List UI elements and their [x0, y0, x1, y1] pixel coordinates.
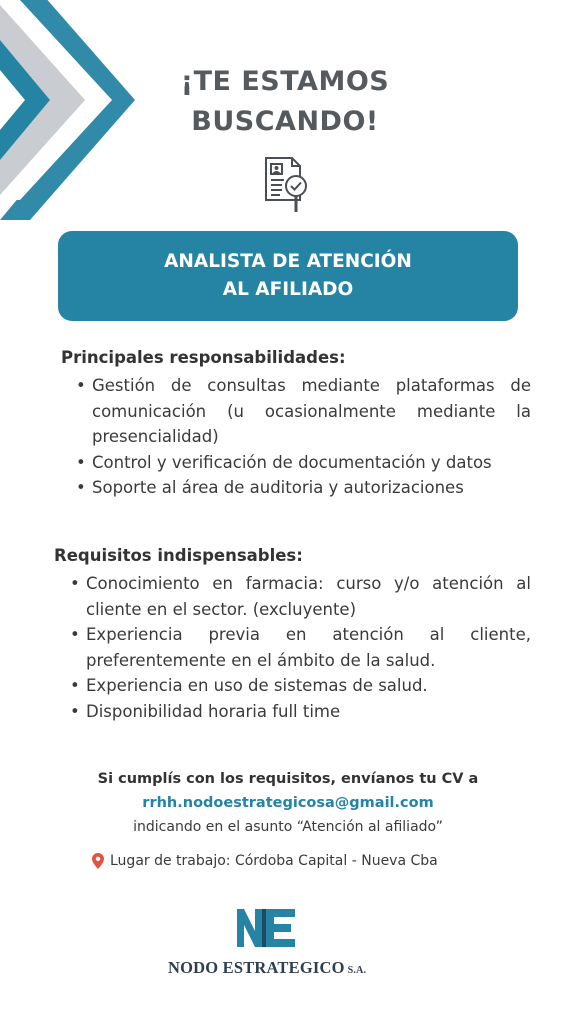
- document-search-icon: [262, 156, 316, 216]
- company-name: NODO ESTRATEGICO: [168, 958, 345, 977]
- headline-line-2: BUSCANDO!: [191, 106, 379, 137]
- list-item: • Disponibilidad horaria full time: [70, 699, 531, 725]
- company-suffix: S.A.: [347, 965, 367, 976]
- nodo-estrategico-logo-icon: [237, 909, 299, 947]
- list-item: • Control y verificación de documentación y datos: [76, 450, 531, 476]
- responsibilities-title: Principales responsabilidades:: [61, 348, 346, 367]
- location-pin-icon: [92, 853, 104, 869]
- list-item: • Soporte al área de auditoria y autorizaciones: [76, 475, 531, 501]
- responsibilities-list: [76, 373, 531, 501]
- list-item: • Conocimiento en farmacia: curso y/o atención al cliente en el sector. (excluyente): [70, 571, 531, 622]
- decorative-chevrons: [0, 0, 150, 245]
- cta-subject-note: indicando en el asunto “Atención al afiliado”: [133, 819, 443, 835]
- requirements-list: [70, 571, 531, 724]
- job-title-line-1: ANALISTA DE ATENCIÓN: [164, 251, 412, 272]
- email-link[interactable]: rrhh.nodoestrategicosa@gmail.com: [142, 795, 434, 811]
- list-item: • Gestión de consultas mediante plataformas de comunicación (u ocasionalmente mediante la presencialidad): [76, 373, 531, 450]
- list-item: • Experiencia previa en atención al cliente, preferentemente en el ámbito de la salud.: [70, 622, 531, 673]
- work-location: [92, 853, 438, 869]
- company-logo-text: [168, 958, 366, 978]
- list-item: • Experiencia en uso de sistemas de salud.: [70, 673, 531, 699]
- requirements-title: Requisitos indispensables:: [54, 546, 303, 565]
- location-text: Lugar de trabajo: Córdoba Capital - Nueva Cba: [110, 853, 438, 869]
- cta-text: Si cumplís con los requisitos, envíanos tu CV a: [97, 771, 479, 787]
- headline-line-1: ¡TE ESTAMOS: [180, 66, 390, 97]
- job-title-line-2: AL AFILIADO: [222, 279, 354, 300]
- job-title-banner: [58, 231, 518, 321]
